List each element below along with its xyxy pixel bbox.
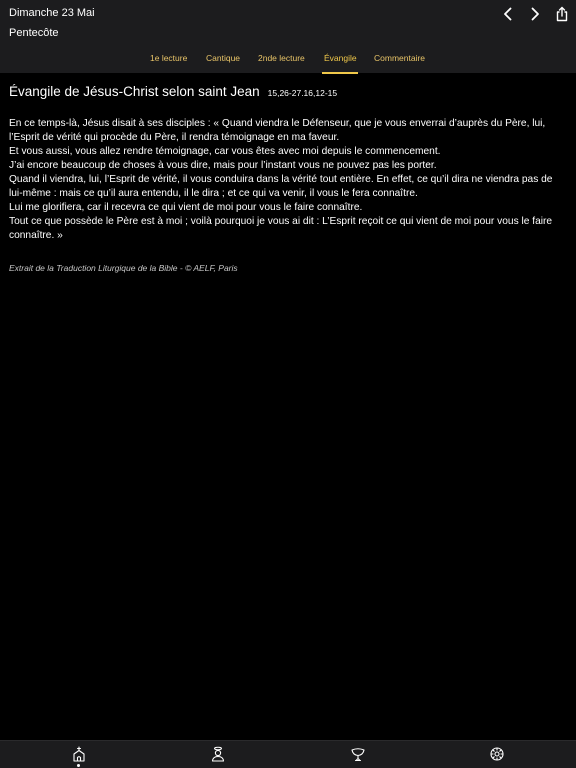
share-button[interactable] — [552, 4, 572, 24]
reading-content — [9, 84, 567, 273]
reading-paragraph: Tout ce que possède le Père est à moi ; voilà pourquoi je vous ai dit : L’Esprit reçoit ce qui vient de moi pour vous le faire connaître. » — [9, 216, 553, 241]
tabbar-item-settings[interactable] — [488, 745, 506, 763]
copyright-note: Extrait de la Traduction Liturgique de la Bible - © AELF, Paris — [9, 263, 238, 273]
bottom-tab-bar — [0, 740, 576, 768]
next-day-button[interactable] — [525, 4, 545, 24]
reading-tabs — [0, 49, 576, 73]
active-tab-indicator — [322, 72, 358, 74]
reading-paragraph: Quand il viendra, lui, l’Esprit de vérité, il vous conduira dans la vérité tout entière. En effet, ce qu’il dira ne viendra pas de lui-même : mais ce qu’il aura entendu, il le dira ; et ce qui va venir, il vous le fera connaître. — [9, 174, 553, 199]
settings-icon — [489, 746, 505, 762]
reading-paragraph: En ce temps-là, Jésus disait à ses disciples : « Quand viendra le Défenseur, que je vous enverrai d’auprès du Père, lui, l’Esprit de vérité qui procède du Père, il rendra témoignage en ma faveur. — [9, 118, 546, 143]
feast-label: Pentecôte — [9, 27, 59, 39]
tab-first-reading[interactable]: 1e lecture — [150, 53, 188, 63]
chevron-right-icon — [530, 7, 540, 21]
saint-icon — [210, 746, 226, 762]
lamp-icon — [350, 746, 366, 762]
reading-paragraph: J’ai encore beaucoup de choses à vous dire, mais pour l’instant vous ne pouvez pas les porter. — [9, 160, 437, 171]
chevron-left-icon — [503, 7, 513, 21]
header-bar — [0, 0, 576, 73]
tab-second-reading[interactable]: 2nde lecture — [258, 53, 305, 63]
reading-reference: 15,26-27.16,12-15 — [267, 88, 338, 98]
previous-day-button[interactable] — [498, 4, 518, 24]
reading-title: Évangile de Jésus-Christ selon saint Jean — [9, 84, 260, 99]
share-icon — [555, 6, 569, 22]
tab-gospel[interactable]: Évangile — [324, 53, 357, 63]
tabbar-item-saints[interactable] — [209, 745, 227, 763]
tabbar-item-readings[interactable] — [70, 745, 88, 763]
tab-canticle[interactable]: Cantique — [206, 53, 241, 63]
reading-title-line — [9, 84, 567, 99]
tabbar-item-prayer[interactable] — [349, 745, 367, 763]
tab-commentary[interactable]: Commentaire — [374, 53, 426, 63]
reading-paragraph: Lui me glorifiera, car il recevra ce qui vient de moi pour vous le faire connaître. — [9, 202, 363, 213]
date-label: Dimanche 23 Mai — [9, 7, 95, 19]
reading-text — [9, 117, 567, 243]
church-icon — [71, 746, 87, 762]
reading-paragraph: Et vous aussi, vous allez rendre témoignage, car vous êtes avec moi depuis le commencement. — [9, 146, 441, 157]
active-tabbar-indicator — [77, 764, 80, 767]
